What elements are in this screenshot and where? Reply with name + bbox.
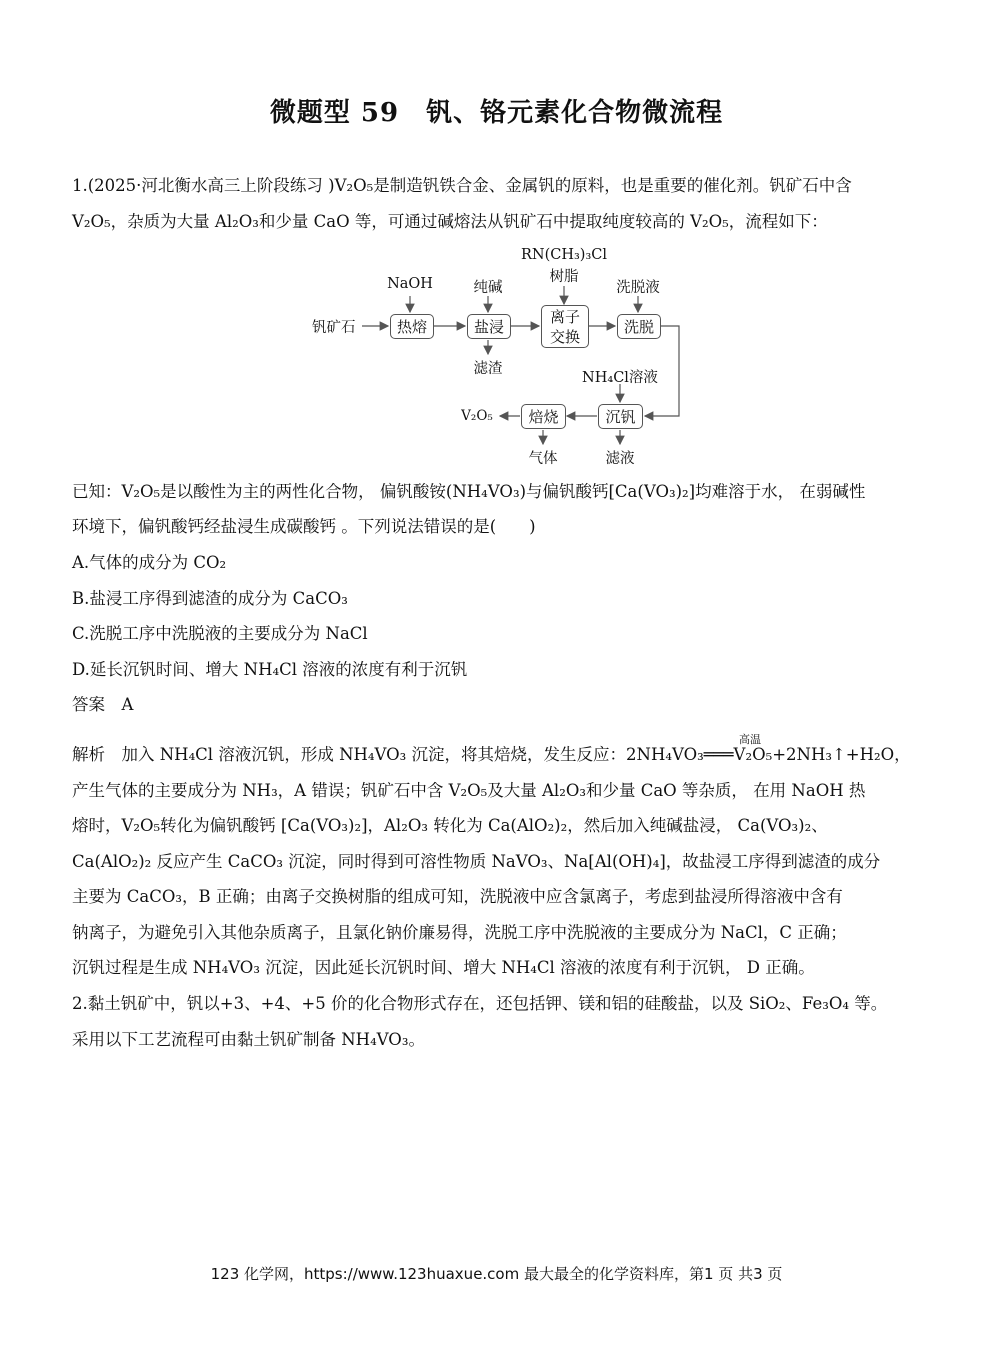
raw-material-label: 钒矿石	[312, 320, 356, 336]
reagent-naoh-label: NaOH	[387, 276, 433, 292]
reagent-eluent-label: 洗脱液	[616, 280, 660, 296]
known-info-line-2: 环境下，偏钒酸钙经盐浸生成碳酸钙 。下列说法错误的是( )	[72, 517, 536, 536]
analysis-line-1: 解析 加入 NH₄Cl 溶液沉钒，形成 NH₄VO₃ 沉淀，将其焙烧，发生反应：2NH₄VO₃═══V₂O₅+2NH₃↑+H₂O，	[72, 745, 911, 764]
step-elution-box	[617, 314, 661, 339]
option-d: D.延长沉钒时间、增大 NH₄Cl 溶液的浓度有利于沉钒	[72, 660, 468, 679]
analysis-line-5: 主要为 CaCO₃，B 正确；由离子交换树脂的组成可知，洗脱液中应含氯离子，考虑到盐浸所得溶液中含有	[72, 887, 843, 906]
question-1-stem-line-2: V₂O₅，杂质为大量 Al₂O₃和少量 CaO 等，可通过碱熔法从钒矿石中提取纯度较高的 V₂O₅，流程如下：	[72, 212, 828, 231]
analysis-line-7: 沉钒过程是生成 NH₄VO₃ 沉淀，因此延长沉钒时间、增大 NH₄Cl 溶液的浓度有利于沉钒， D 正确。	[72, 958, 815, 977]
answer: 答案 A	[72, 695, 134, 714]
step-roasting-label: 焙烧	[528, 407, 559, 426]
question-2-line-2: 采用以下工艺流程可由黏土钒矿制备 NH₄VO₃。	[72, 1030, 425, 1049]
step-vanadium-precipitation-box	[598, 404, 643, 429]
reagent-soda-label: 纯碱	[473, 280, 503, 296]
step-ion-exchange-box	[541, 305, 589, 348]
step-vanadium-precipitation-label: 沉钒	[605, 407, 636, 426]
reagent-resin-formula: RN(CH₃)₃Cl	[520, 247, 608, 263]
step-hot-melt-box	[390, 314, 434, 339]
process-flowchart	[0, 0, 993, 480]
output-gas-label: 气体	[528, 451, 558, 467]
analysis-line-2: 产生气体的主要成分为 NH₃，A 错误；钒矿石中含 V₂O₅及大量 Al₂O₃和少量 CaO 等杂质， 在用 NaOH 热	[72, 781, 866, 800]
output-filtrate-label: 滤液	[605, 451, 635, 467]
step-elution-label: 洗脱	[623, 317, 654, 336]
page-title: 微题型 59 钒、铬元素化合物微流程	[269, 98, 724, 128]
analysis-line-3: 熔时，V₂O₅转化为偏钒酸钙 [Ca(VO₃)₂]，Al₂O₃ 转化为 Ca(AlO₂)₂，然后加入纯碱盐浸， Ca(VO₃)₂、	[72, 816, 828, 835]
option-c: C.洗脱工序中洗脱液的主要成分为 NaCl	[72, 624, 368, 643]
product-v2o5-label: V₂O₅	[461, 408, 493, 424]
analysis-line-6: 钠离子，为避免引入其他杂质离子，且氯化钠价廉易得，洗脱工序中洗脱液的主要成分为 NaCl，C 正确；	[72, 923, 847, 942]
step-hot-melt-label: 热熔	[396, 317, 427, 336]
page-footer: 123 化学网，https://www.123huaxue.com 最大最全的化学资料库，第1 页 共3 页	[210, 1265, 783, 1283]
question-2-line-1: 2.黏土钒矿中，钒以+3、+4、+5 价的化合物形式存在，还包括钾、镁和铝的硅酸盐，以及 SiO₂、Fe₃O₄ 等。	[72, 994, 888, 1013]
step-ion-exchange-label-1: 离子	[549, 307, 580, 326]
step-ion-exchange-label-2: 交换	[549, 327, 580, 346]
known-info-line-1: 已知：V₂O₅是以酸性为主的两性化合物， 偏钒酸铵(NH₄VO₃)与偏钒酸钙[Ca(VO₃)₂]均难溶于水， 在弱碱性	[72, 482, 866, 501]
analysis-line-4: Ca(AlO₂)₂ 反应产生 CaCO₃ 沉淀，同时得到可溶性物质 NaVO₃、Na[Al(OH)₄]，故盐浸工序得到滤渣的成分	[72, 852, 881, 871]
reagent-resin-label: 树脂	[549, 269, 579, 285]
step-salt-leach-label: 盐浸	[473, 317, 504, 336]
reaction-condition-label: 高温	[739, 733, 761, 746]
question-1-stem-line-1: 1.(2025·河北衡水高三上阶段练习 )V₂O₅是制造钒铁合金、金属钒的原料，也是重要的催化剂。钒矿石中含	[72, 176, 852, 195]
reagent-nh4cl-label: NH₄Cl溶液	[582, 370, 658, 386]
output-residue-label: 滤渣	[473, 361, 503, 377]
option-b: B.盐浸工序得到滤渣的成分为 CaCO₃	[72, 589, 348, 608]
option-a: A.气体的成分为 CO₂	[72, 553, 227, 572]
step-salt-leach-box	[467, 314, 511, 339]
step-roasting-box	[521, 404, 566, 429]
